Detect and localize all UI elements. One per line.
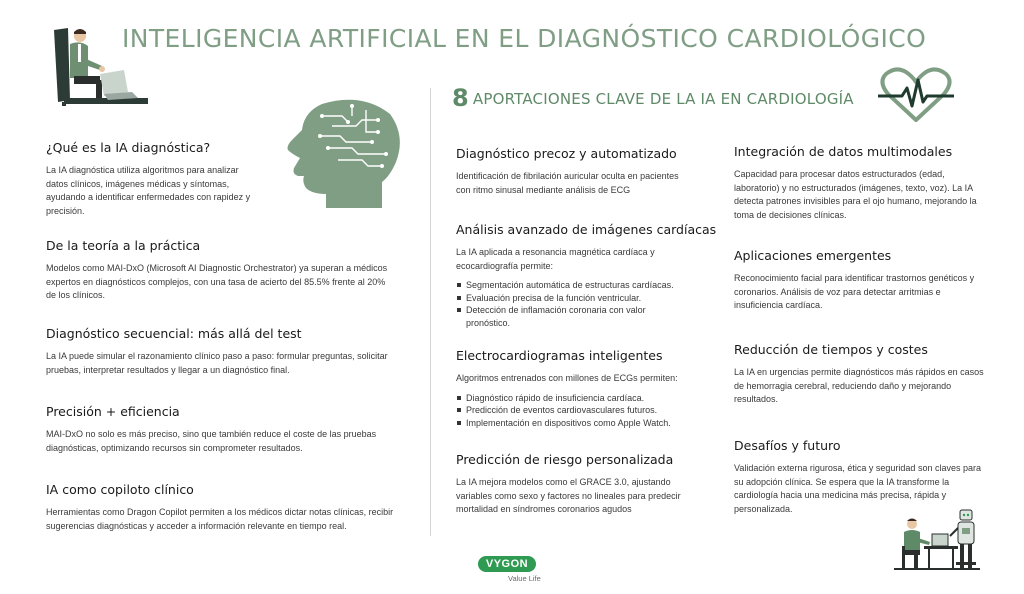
section-title: Aplicaciones emergentes: [734, 248, 892, 263]
section-body: MAI-DxO no solo es más preciso, sino que también reduce el coste de las pruebas diagnósticas, optimizando recursos sin comprometer resultados.: [46, 429, 377, 453]
section-precision-eficiencia: [46, 404, 401, 455]
section-body: La IA mejora modelos como el GRACE 3.0, ajustando variables como sexo y factores no lineales para predecir mortalidad en síndromes coronarios agudos: [456, 477, 681, 514]
logo-badge: VYGON: [478, 556, 536, 572]
section-ecg-inteligentes: [456, 348, 696, 429]
list-item: Detección de inflamación coronaria con valor pronóstico.: [456, 304, 688, 329]
section-body: La IA aplicada a resonancia magnética cardíaca y ecocardiografía permite:: [456, 247, 655, 271]
section-title: IA como copiloto clínico: [46, 482, 194, 497]
section-body: Validación externa rigurosa, ética y seguridad son claves para su adopción clínica. Se espera que la IA transforme la cardiología hacia una medicina más precisa, rápida y personalizada.: [734, 463, 981, 514]
section-desafios-futuro: [734, 438, 984, 516]
doctor-robot-illustration: [892, 506, 982, 574]
doctor-laptop-illustration: [48, 22, 148, 106]
section-copiloto-clinico: [46, 482, 406, 533]
list-item: Evaluación precisa de la función ventricular.: [456, 292, 688, 305]
section-body: Identificación de fibrilación auricular oculta en pacientes con ritmo sinusal mediante análisis de ECG: [456, 171, 679, 195]
section-title: Diagnóstico precoz y automatizado: [456, 146, 677, 161]
column-divider: [430, 88, 431, 536]
section-riesgo-personalizado: [456, 452, 704, 517]
section-reduccion-tiempos: [734, 342, 984, 407]
section-body: Modelos como MAI-DxO (Microsoft AI Diagnostic Orchestrator) ya superan a médicos expertos en diagnósticos complejos, con una tasa de acierto del 85.5% frente al 20% de los clínicos.: [46, 263, 388, 300]
section-title: De la teoría a la práctica: [46, 238, 201, 253]
bullet-list: [456, 392, 696, 430]
section-body: Herramientas como Dragon Copilot permiten a los médicos dictar notas clínicas, recibir sugerencias diagnósticas y acceder a información relevante en tiempo real.: [46, 507, 394, 531]
section-subtitle: [452, 84, 854, 112]
ai-brain-head-illustration: [282, 96, 406, 212]
section-title: Precisión + eficiencia: [46, 404, 180, 419]
subtitle-text: APORTACIONES CLAVE DE LA IA EN CARDIOLOGÍA: [472, 90, 854, 108]
section-body: Reconocimiento facial para identificar trastornos genéticos y coronarios. Análisis de voz para detectar arritmias e insuficiencia cardíaca.: [734, 273, 975, 310]
section-body: La IA diagnóstica utiliza algoritmos para analizar datos clínicos, imágenes médicas y síntomas, ayudando a identificar enfermedades con rapidez y precisión.: [46, 165, 251, 216]
section-body: La IA puede simular el razonamiento clínico paso a paso: formular preguntas, solicitar pruebas, interpretar resultados y llegar a un diagnóstico final.: [46, 351, 388, 375]
bullet-list: [456, 279, 688, 329]
section-title: Integración de datos multimodales: [734, 144, 953, 159]
list-item: Segmentación automática de estructuras cardíacas.: [456, 279, 688, 292]
section-title: Desafíos y futuro: [734, 438, 841, 453]
section-diagnostico-secuencial: [46, 326, 401, 377]
page-title: INTELIGENCIA ARTIFICIAL EN EL DIAGNÓSTICO CARDIOLÓGICO: [122, 24, 927, 53]
section-title: Diagnóstico secuencial: más allá del test: [46, 326, 302, 341]
section-title: Electrocardiogramas inteligentes: [456, 348, 663, 363]
section-body: La IA en urgencias permite diagnósticos más rápidos en casos de hemorragia cerebral, reduciendo daño y mejorando resultados.: [734, 367, 984, 404]
section-diagnostico-precoz: [456, 146, 686, 197]
vygon-logo: [478, 556, 548, 588]
heart-ecg-icon: [876, 66, 956, 124]
list-item: Implementación en dispositivos como Apple Watch.: [456, 417, 696, 430]
section-title: ¿Qué es la IA diagnóstica?: [46, 140, 211, 155]
section-aplicaciones-emergentes: [734, 248, 988, 313]
section-title: Reducción de tiempos y costes: [734, 342, 928, 357]
section-body: Capacidad para procesar datos estructurados (edad, laboratorio) y no estructurados (imágenes, texto, voz). La IA detecta patrones invisibles para el ojo humano, mejorando la toma de decisiones clínicas.: [734, 169, 977, 220]
list-item: Diagnóstico rápido de insuficiencia cardíaca.: [456, 392, 696, 405]
section-ia-diagnostica: [46, 140, 256, 218]
section-body: Algoritmos entrenados con millones de ECGs permiten:: [456, 373, 678, 383]
logo-tagline: Value Life: [508, 574, 541, 583]
section-datos-multimodales: [734, 144, 984, 222]
section-title: Análisis avanzado de imágenes cardíacas: [456, 222, 717, 237]
section-imagenes-cardiacas: [456, 222, 717, 329]
subtitle-number: 8: [452, 84, 469, 112]
section-teoria-practica: [46, 238, 396, 303]
list-item: Predicción de eventos cardiovasculares futuros.: [456, 404, 696, 417]
section-title: Predicción de riesgo personalizada: [456, 452, 674, 467]
